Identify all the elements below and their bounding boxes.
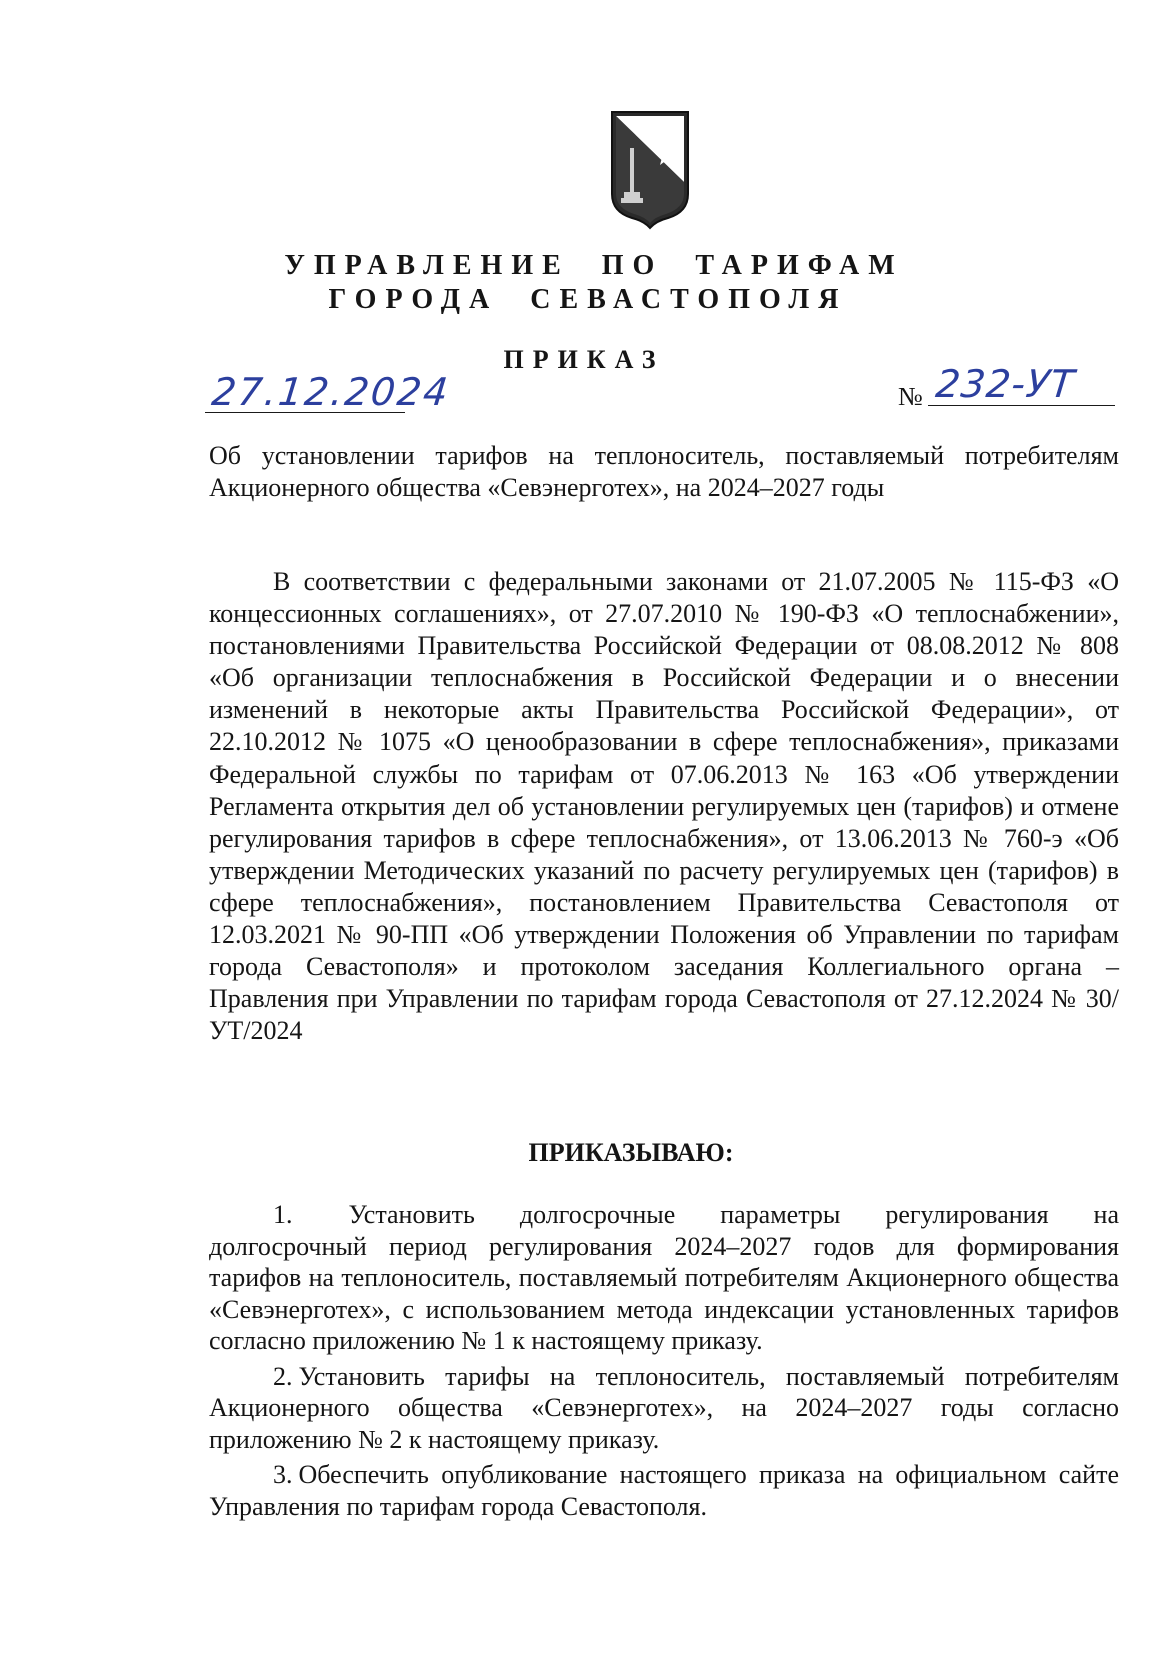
item-number: 2.	[273, 1361, 293, 1391]
order-item	[209, 1459, 1119, 1522]
order-directive-heading: ПРИКАЗЫВАЮ:	[528, 1138, 734, 1167]
number-sign: №	[898, 382, 923, 411]
organization-name-line-2: ГОРОДА СЕВАСТОПОЛЯ	[328, 284, 848, 315]
date-underline	[205, 412, 405, 413]
sevastopol-coat-of-arms-icon	[608, 108, 692, 230]
handwritten-order-number: 232-УТ	[933, 362, 1077, 406]
document-type-title: ПРИКАЗ	[503, 345, 665, 374]
legal-basis-paragraph: В соответствии с федеральными законами от 21.07.2005 № 115-ФЗ «О концессионных соглашениях», от 27.07.2010 № 190-ФЗ «О теплоснабжении», постановлениями Правительства Российской Федерации от 08.08.2012 № 808 «Об организации теплоснабжения в Российской Федерации и о внесении изменений в некоторые акты Правительства Российской Федерации», от 22.10.2012 № 1075 «О ценообразовании в сфере теплоснабжения», приказами Федеральной службы по тарифам от 07.06.2013 № 163 «Об утверждении Регламента открытия дел об установлении регулируемых цен (тарифов) и отмене регулирования тарифов в сфере теплоснабжения», от 13.06.2013 № 760-э «Об утверждении Методических указаний по расчету регулируемых цен (тарифов) в сфере теплоснабжения», постановлением Правительства Севастополя от 12.03.2021 № 90-ПП «Об утверждении Положения об Управлении по тарифам города Севастополя» и протоколом заседания Коллегиального органа – Правления при Управлении по тарифам города Севастополя от 27.12.2024 № 30/УТ/2024	[209, 567, 1119, 1046]
organization-name-line-1: УПРАВЛЕНИЕ ПО ТАРИФАМ	[284, 250, 904, 281]
item-text: Установить долгосрочные параметры регулирования на долгосрочный период регулирования 2024–2027 годов для формирования тарифов на теплоноситель, поставляемый потребителям Акционерного общества «Севэнерготех», с использованием метода индексации установленных тарифов согласно приложению № 1 к настоящему приказу.	[209, 1200, 1119, 1355]
item-text: Обеспечить опубликование настоящего приказа на официальном сайте Управления по тарифам города Севастополя.	[209, 1460, 1119, 1521]
handwritten-date: 27.12.2024	[209, 370, 452, 414]
order-items-list	[209, 1199, 1119, 1526]
order-item	[209, 1199, 1119, 1357]
order-item	[209, 1361, 1119, 1456]
item-text: Установить тарифы на теплоноситель, поставляемый потребителям Акционерного общества «Севэнерготех», на 2024–2027 годы согласно приложению № 2 к настоящему приказу.	[209, 1361, 1119, 1454]
number-underline	[928, 405, 1115, 406]
item-number: 3.	[273, 1460, 293, 1489]
item-number: 1.	[273, 1200, 293, 1229]
order-subject: Об установлении тарифов на теплоноситель, поставляемый потребителям Акционерного общества «Севэнерготех», на 2024–2027 годы	[209, 441, 1119, 502]
